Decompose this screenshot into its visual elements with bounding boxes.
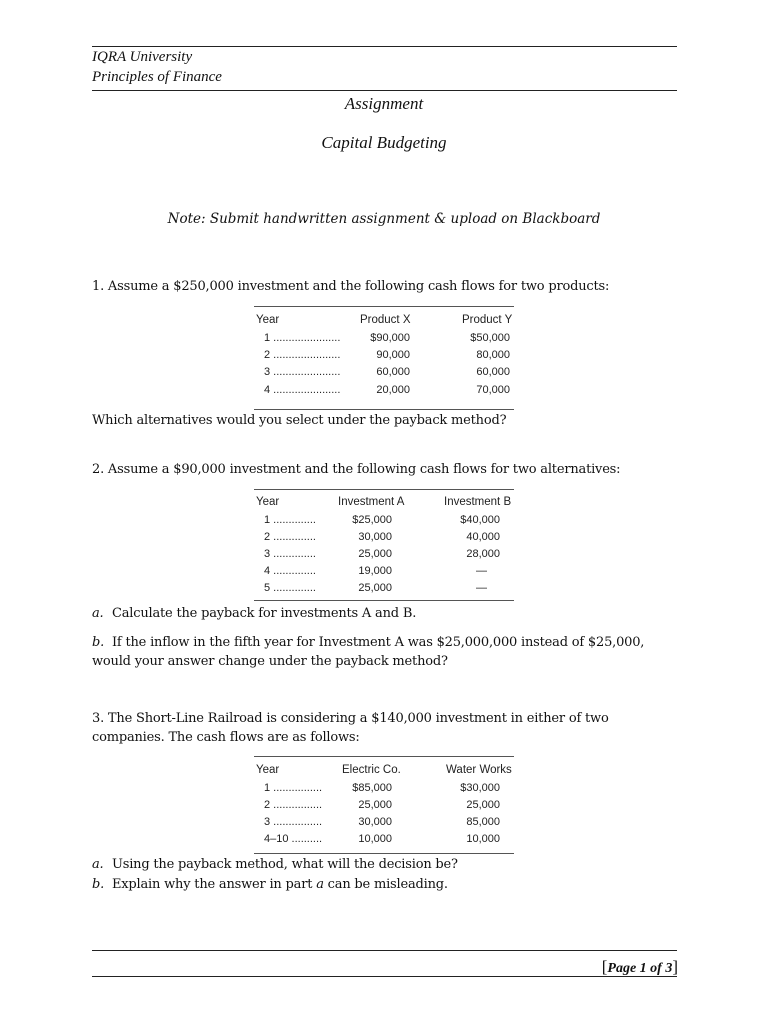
question-2a-letter: a. [92,606,104,621]
table-bottom-rule [254,409,514,410]
table-row-year: 2 ................ [264,799,323,811]
table-cell: $25,000 [352,514,392,526]
question-2a-text: Calculate the payback for investments A and B. [112,606,417,621]
table-cell: 85,000 [466,816,500,828]
table-cell-dash: — [476,582,487,594]
table-top-rule [254,306,514,307]
q3-header-year: Year [256,764,280,776]
question-3a [92,855,682,874]
university-name: IQRA University [92,49,193,65]
table-cell: 25,000 [358,548,392,560]
table-top-rule [254,756,514,757]
assignment-title: Assignment [344,94,424,113]
assignment-subtitle: Capital Budgeting [321,133,447,152]
q1-header-year: Year [256,314,280,326]
header-top-rule [92,46,677,47]
table-cell: 70,000 [476,384,510,396]
question-3b-letter: b. [92,877,105,892]
table-cell: 10,000 [466,833,500,845]
question-1-text: 1. Assume a $250,000 investment and the following cash flows for two products: [92,279,610,294]
table-cell: $50,000 [470,332,510,344]
question-3b-part-ref: a [316,877,324,892]
table-cell: $40,000 [460,514,500,526]
course-name: Principles of Finance [92,69,222,85]
page-number-open-bracket: [ [601,957,608,976]
q2-header-investment-b: Investment B [444,496,512,508]
table-row-year: 5 .............. [264,582,316,594]
table-row-year: 3 ...................... [264,366,341,378]
table-cell: 60,000 [376,366,410,378]
page-number-label: Page 1 of 3 [607,961,673,976]
table-row-year: 3 ................ [264,816,323,828]
table-row-year: 1 ................ [264,782,323,794]
table-cell: 30,000 [358,531,392,543]
table-cell: 40,000 [466,531,500,543]
table-row-year: 4 ...................... [264,384,341,396]
question-2-text: 2. Assume a $90,000 investment and the following cash flows for two alternatives: [92,462,621,477]
footer-bottom-rule [92,976,677,977]
submission-note: Note: Submit handwritten assignment & upload on Blackboard [167,211,601,227]
header-bottom-rule [92,90,677,91]
q3-header-water-works: Water Works [446,764,512,776]
table-cell: 28,000 [466,548,500,560]
question-2b [92,633,682,671]
table-cell: 25,000 [358,582,392,594]
table-cell: 25,000 [466,799,500,811]
table-cell: $85,000 [352,782,392,794]
table-cell: 60,000 [476,366,510,378]
q3-header-electric-co: Electric Co. [342,764,401,776]
question-3a-text: Using the payback method, what will the decision be? [112,857,458,872]
table-top-rule [254,489,514,490]
table-row-year: 3 .............. [264,548,316,560]
q1-header-product-y: Product Y [462,314,513,326]
table-cell: 20,000 [376,384,410,396]
question-3-text: 3. The Short-Line Railroad is considering a $140,000 investment in either of two companies. The cash flows are as follows: [92,711,609,745]
q1-cashflow-table [254,306,514,410]
table-row-year: 1 .............. [264,514,316,526]
question-3b-text-1: Explain why the answer in part [112,877,317,892]
footer-top-rule [92,950,677,951]
table-bottom-rule [254,853,514,854]
page-number-close-bracket: ] [672,957,678,976]
q2-header-year: Year [256,496,280,508]
q2-header-investment-a: Investment A [338,496,405,508]
q1-header-product-x: Product X [360,314,411,326]
table-cell: 80,000 [476,349,510,361]
question-2b-letter: b. [92,635,105,650]
table-row-year: 1 ...................... [264,332,341,344]
table-row-year: 2 ...................... [264,349,341,361]
question-3b-text-2: can be misleading. [323,877,448,892]
table-row-year: 2 .............. [264,531,316,543]
table-cell: 90,000 [376,349,410,361]
table-cell: 10,000 [358,833,392,845]
table-cell: 25,000 [358,799,392,811]
table-cell-dash: — [476,565,487,577]
q3-cashflow-table [254,756,514,854]
question-1-prompt: Which alternatives would you select under the payback method? [92,413,507,428]
q2-cashflow-table [254,489,514,601]
question-2a [92,604,682,623]
table-row-year: 4–10 .......... [264,833,323,845]
page-number [602,957,678,977]
table-cell: $90,000 [370,332,410,344]
table-cell: 19,000 [358,565,392,577]
table-bottom-rule [254,600,514,601]
question-3a-letter: a. [92,857,104,872]
table-cell: $30,000 [460,782,500,794]
table-cell: 30,000 [358,816,392,828]
table-row-year: 4 .............. [264,565,316,577]
question-3b [92,875,682,894]
question-2b-text: If the inflow in the fifth year for Investment A was $25,000,000 instead of $25,000, would your answer change under the payback method? [92,635,645,669]
